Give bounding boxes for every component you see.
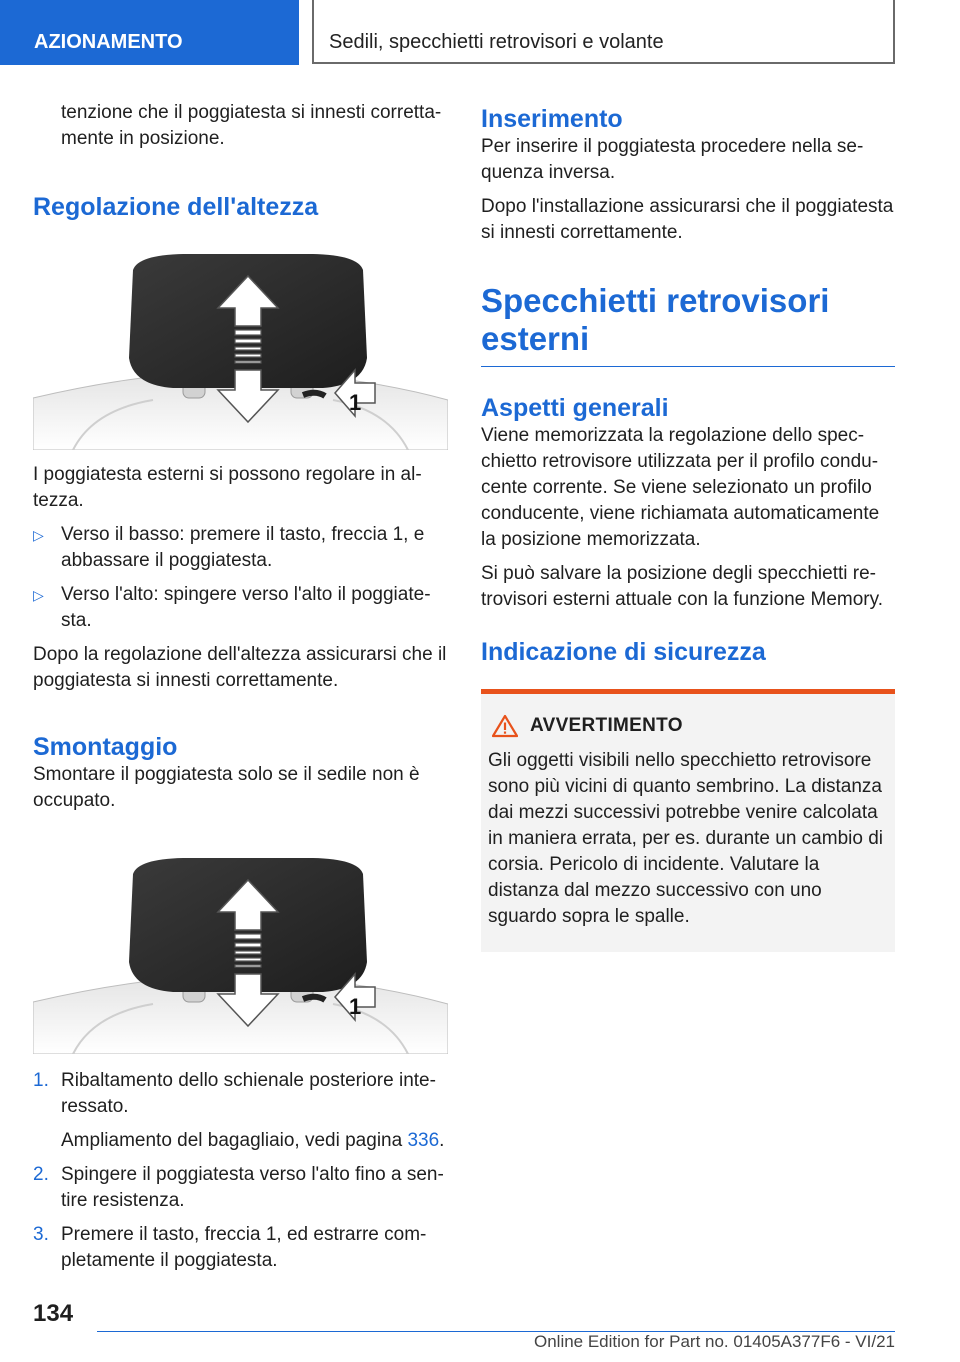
page-336-link[interactable]: 336 bbox=[407, 1130, 440, 1151]
step-number: 3. bbox=[33, 1224, 49, 1245]
safety-heading: Indicazione di sicurezza bbox=[481, 638, 766, 666]
warning-text: Gli oggetti visibili nello specchietto retrovisore sono più vicini di quanto sembrino. La distanza dai mezzi successivi potrebbe venire calcolata in maniera errata, per es. durante un cambio di corsia. Pericolo di incidente. Valutare la distanza dal mezzo successivo con uno sguardo sopra le spalle. bbox=[488, 750, 883, 927]
removal-heading: Smontaggio bbox=[33, 733, 178, 761]
bullet-text: Verso l'alto: spingere verso l'alto il poggiate-sta. bbox=[61, 584, 431, 631]
step-item bbox=[33, 1068, 448, 1120]
page-number: 134 bbox=[33, 1300, 74, 1327]
warning-triangle-icon bbox=[492, 714, 518, 738]
general-text: Si può salvare la posizione degli specchietti re-trovisori esterni attuale con la funzione Memory. bbox=[481, 563, 883, 610]
step-item bbox=[33, 1222, 448, 1274]
intro-text: tenzione che il poggiatesta si innesti corretta-mente in posizione. bbox=[61, 102, 442, 149]
headrest-illustration bbox=[33, 854, 448, 1054]
step-text: Ribaltamento dello schienale posteriore inte-ressato. bbox=[61, 1070, 436, 1117]
header-chapter-title: Sedili, specchietti retrovisori e volante bbox=[312, 0, 895, 64]
header-section-tab[interactable]: AZIONAMENTO bbox=[0, 0, 299, 65]
step-text-main: Ampliamento del bagagliaio, vedi pagina bbox=[61, 1130, 408, 1151]
figure-callout-label: 1 bbox=[349, 390, 362, 415]
footer-edition: Online Edition for Part no. 01405A377F6 - VI/21 bbox=[533, 1332, 895, 1351]
removal-steps-list bbox=[33, 1068, 448, 1274]
warning-title: AVVERTIMENTO bbox=[530, 715, 683, 736]
right-column bbox=[481, 100, 895, 952]
insert-text: Dopo l'installazione assicurarsi che il poggiatesta si innesti correttamente. bbox=[481, 196, 894, 243]
headrest-illustration bbox=[33, 250, 448, 450]
general-heading: Aspetti generali bbox=[481, 394, 669, 422]
removal-text: Smontare il poggiatesta solo se il sedile non è occupato. bbox=[33, 764, 420, 811]
mirrors-heading: Specchietti retrovisori esterni bbox=[481, 282, 895, 367]
step-text bbox=[61, 1128, 444, 1154]
insert-text: Per inserire il poggiatesta procedere nella se-quenza inversa. bbox=[481, 136, 864, 183]
height-after-text: Dopo la regolazione dell'altezza assicurarsi che il poggiatesta si innesti correttamente. bbox=[33, 644, 447, 691]
bullet-item bbox=[33, 522, 448, 574]
headrest-figure-adjust bbox=[33, 250, 448, 450]
step-number bbox=[33, 1128, 61, 1154]
step-number: 2. bbox=[33, 1164, 49, 1185]
general-text: Viene memorizzata la regolazione dello spec-chietto retrovisore utilizzata per il profilo condu-cente corrente. Se viene selezionato un profilo conducente, viene richiamata automaticamente la posizione memorizzata. bbox=[481, 425, 880, 550]
height-description: I poggiatesta esterni si possono regolare in al-tezza. bbox=[33, 464, 422, 511]
triangle-bullet-icon: ▷ bbox=[33, 527, 44, 543]
bullet-item bbox=[33, 582, 448, 634]
headrest-figure-removal bbox=[33, 854, 448, 1054]
bullet-text: Verso il basso: premere il tasto, freccia 1, e abbassare il poggiatesta. bbox=[61, 524, 425, 571]
step-item bbox=[33, 1162, 448, 1214]
step-text: Premere il tasto, freccia 1, ed estrarre com-pletamente il poggiatesta. bbox=[61, 1224, 427, 1271]
figure-callout-label: 1 bbox=[349, 994, 362, 1019]
warning-box bbox=[481, 689, 895, 952]
insert-heading: Inserimento bbox=[481, 105, 623, 133]
warning-header bbox=[488, 714, 888, 738]
step-text-suffix: . bbox=[439, 1130, 445, 1151]
step-item bbox=[33, 1128, 448, 1154]
left-column bbox=[33, 100, 448, 1274]
step-number: 1. bbox=[33, 1070, 49, 1091]
step-text: Spingere il poggiatesta verso l'alto fino a sen-tire resistenza. bbox=[61, 1164, 444, 1211]
height-adjust-heading: Regolazione dell'altezza bbox=[33, 193, 319, 221]
triangle-bullet-icon: ▷ bbox=[33, 587, 44, 603]
